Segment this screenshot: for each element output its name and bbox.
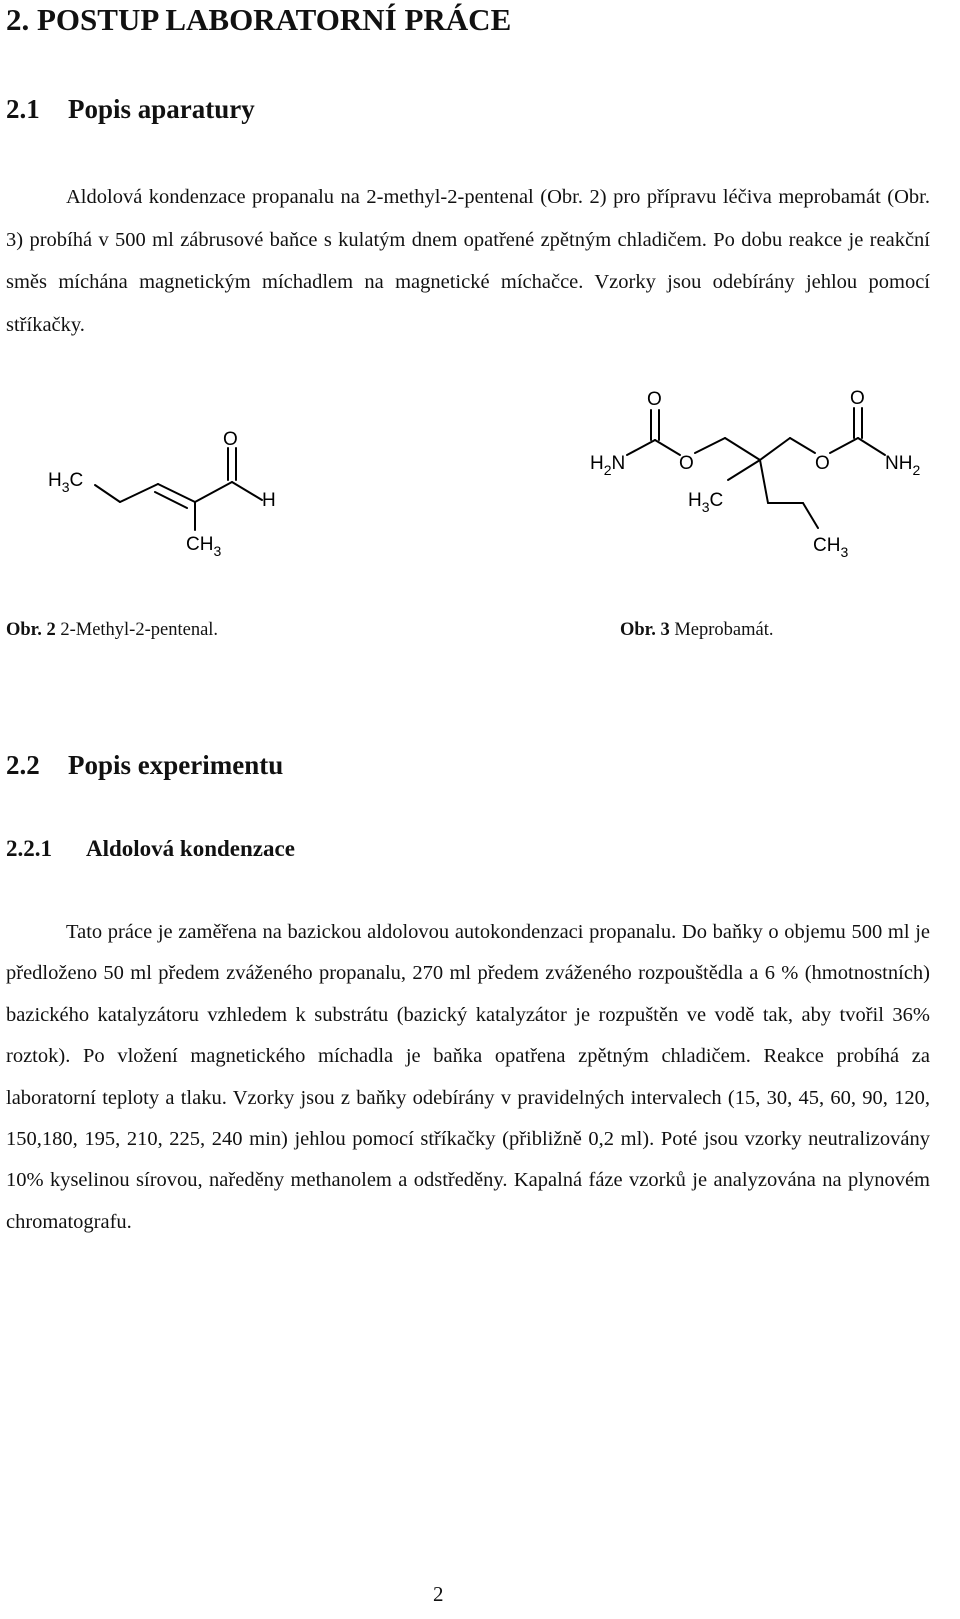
paragraph-experiment: Tato práce je zaměřena na bazickou aldolovou autokondenzaci propanalu. Do baňky o objemu 500 ml je předloženo 50 ml předem zváženého propanalu, 270 ml předem zváženého rozpouštědla a 6 % (hmotnostních) bazického katalyzátoru vzhledem k substrátu (bazický katalyzátor je rozpuštěn ve vodě tak, aby tvořil 36% roztok). Po vložení magnetického míchadla je baňka opatřena zpětným chladičem. Reakce probíhá za laboratorní teploty a tlaku. Vzorky jsou z baňky odebírány v pravidelných intervalech (15, 30, 45, 60, 90, 120, 150,180, 195, 210, 225, 240 min) jehlou pomocí stříkačky (přibližně 0,2 ml). Poté jsou vzorky neutralizovány 10% kyselinou sírovou, naředěny methanolem a odstředěny. Kapalná fáze vzorků je analyzována na plynovém chromatografu. <box>6 921 930 1233</box>
atom-hydrogen: H <box>262 490 276 511</box>
atom-oxygen-carbonyl-right: O <box>850 388 865 409</box>
caption-text: 2-Methyl-2-pentenal. <box>55 620 219 640</box>
atom-ch3: $CH_3$ <box>186 534 222 559</box>
section-title: Popis experimentu <box>68 750 284 780</box>
figure-2-caption <box>6 620 218 641</box>
subsection-title: Aldolová kondenzace <box>86 836 295 861</box>
section-number: 2.1 <box>6 94 40 124</box>
structure-meprobamate <box>570 380 940 570</box>
caption-label: Obr. 3 <box>620 620 670 640</box>
subsection-number: 2.2.1 <box>6 836 52 861</box>
caption-text: Meprobamát. <box>669 620 774 640</box>
caption-label: Obr. 2 <box>6 620 56 640</box>
atom-oxygen-ester-right: O <box>815 453 830 474</box>
atom-oxygen-ester-left: O <box>679 453 694 474</box>
atom-h2n: $H_2N$ <box>590 453 626 478</box>
page-number: 2 <box>433 1582 444 1606</box>
subsection-heading-aldol <box>6 836 295 862</box>
atom-oxygen-carbonyl-left: O <box>647 389 662 410</box>
atom-ch3: $CH_3$ <box>813 535 849 560</box>
chapter-heading: 2. POSTUP LABORATORNÍ PRÁCE <box>6 2 512 37</box>
paragraph-apparatus: Aldolová kondenzace propanalu na 2-methyl-2-pentenal (Obr. 2) pro přípravu léčiva meprobamát (Obr. 3) probíhá v 500 ml zábrusové baňce s kulatým dnem opatřené zpětným chladičem. Po dobu reakce je reakční směs míchána magnetickým míchadlem na magnetické míchačce. Vzorky jsou odebírány jehlou pomocí stříkačky. <box>6 186 930 336</box>
atom-oxygen: O <box>223 429 238 450</box>
atom-h3c: $H_3C$ <box>688 490 724 515</box>
atom-h3c: $H_3C$ <box>48 470 84 495</box>
section-number: 2.2 <box>6 750 40 780</box>
structure-2-methyl-2-pentenal <box>0 410 320 570</box>
atom-nh2: $NH_2$ <box>885 453 921 478</box>
figure-3-caption <box>620 620 773 641</box>
section-heading-apparatus <box>6 94 255 125</box>
section-title: Popis aparatury <box>68 94 255 124</box>
section-heading-experiment <box>6 750 283 781</box>
